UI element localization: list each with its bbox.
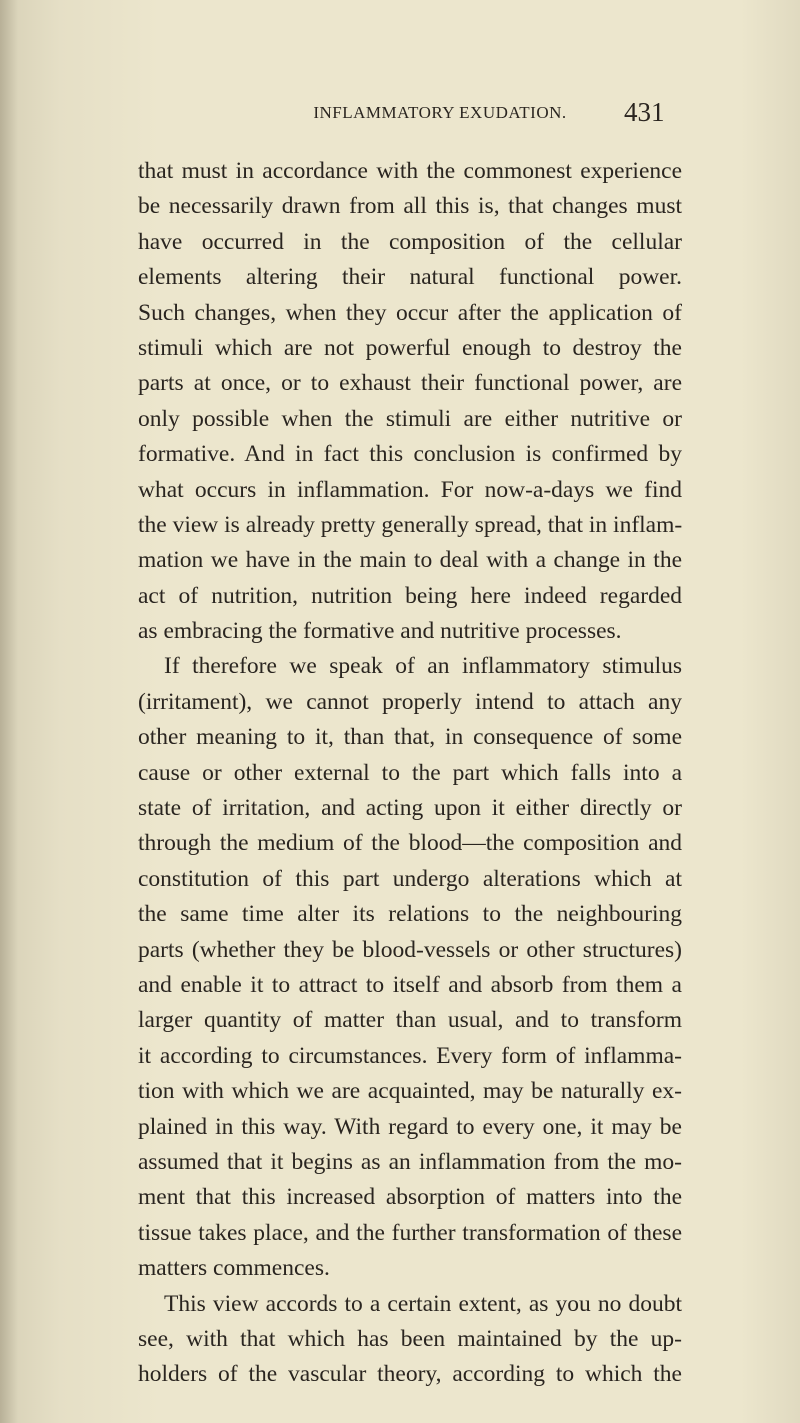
body-text [138, 154, 682, 1393]
text-line: stimuli which are not powerful enough to destroy the [138, 334, 682, 361]
text-line: be necessarily drawn from all this is, that changes must [138, 193, 682, 220]
text-line: larger quantity of matter than usual, and to transform [138, 1007, 682, 1034]
text-line: elements altering their natural functional power. [138, 264, 682, 291]
page-number: 431 [624, 97, 665, 127]
text-line: the view is already pretty generally spread, that in inflam- [138, 511, 683, 538]
text-line: as embracing the formative and nutritive processes. [138, 618, 622, 645]
text-line: Such changes, when they occur after the application of [138, 299, 682, 326]
paragraph-first-line: This view accords to a certain extent, as you no doubt [164, 1290, 682, 1317]
text-line: that must in accordance with the commonest experience [138, 158, 682, 184]
text-line: parts (whether they be blood-vessels or other structures) [138, 936, 682, 963]
text-line: cause or other external to the part which falls into a [138, 759, 682, 786]
text-line: and enable it to attract to itself and absorb from them a [138, 971, 682, 998]
text-line: it according to circumstances. Every form of inflamma- [138, 1042, 682, 1069]
text-line: state of irritation, and acting upon it either directly or [138, 795, 682, 822]
text-line: ment that this increased absorption of matters into the [138, 1184, 682, 1211]
running-head: INFLAMMATORY EXUDATION. [313, 103, 567, 122]
text-line: holders of the vascular theory, according to which the [138, 1361, 682, 1388]
text-line: formative. And in fact this conclusion is confirmed by [138, 441, 682, 468]
text-line: tion with which we are acquainted, may be naturally ex- [138, 1078, 682, 1105]
paragraph-first-line: If therefore we speak of an inflammatory stimulus [164, 653, 682, 680]
text-line: parts at once, or to exhaust their functional power, are [138, 370, 682, 397]
gutter-shadow [0, 0, 18, 1423]
text-line: only possible when the stimuli are either nutritive or [138, 405, 682, 432]
text-line: the same time alter its relations to the neighbouring [138, 901, 682, 928]
text-line: mation we have in the main to deal with a change in the [138, 547, 682, 574]
text-line: matters commences. [138, 1255, 330, 1282]
text-line: constitution of this part undergo alterations which at [138, 865, 682, 892]
text-line: see, with that which has been maintained by the up- [138, 1325, 682, 1352]
text-line: plained in this way. With regard to every one, it may be [138, 1113, 682, 1140]
text-line: act of nutrition, nutrition being here indeed regarded [138, 582, 682, 609]
text-line: (irritament), we cannot properly intend to attach any [138, 688, 682, 715]
text-line: have occurred in the composition of the cellular [138, 228, 682, 255]
text-line: assumed that it begins as an inflammation from the mo- [138, 1148, 682, 1175]
text-line: other meaning to it, than that, in consequence of some [138, 724, 682, 751]
text-line: tissue takes place, and the further transformation of these [138, 1219, 682, 1246]
text-line: what occurs in inflammation. For now-a-days we find [138, 476, 682, 503]
text-line: through the medium of the blood—the composition and [138, 830, 682, 857]
